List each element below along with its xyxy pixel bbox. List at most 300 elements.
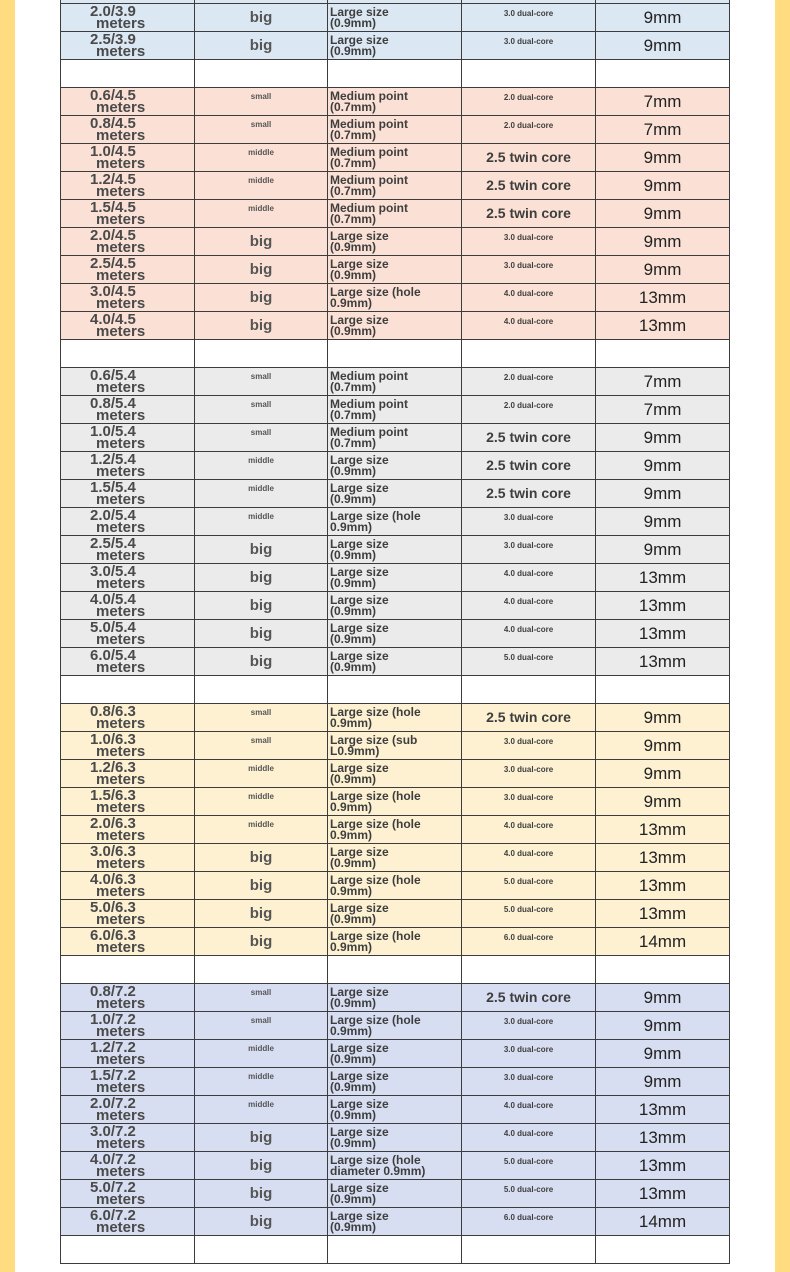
length-text — [61, 1179, 194, 1208]
spec-cell — [596, 452, 730, 480]
tip-label: Large size — [330, 1040, 389, 1055]
tip-sub-label: (0.9mm) — [330, 631, 377, 646]
table-row — [61, 1012, 730, 1040]
table-row — [61, 200, 730, 228]
core-label: 2.0 dual-core — [503, 400, 554, 410]
tip-sub-label: (0.9mm) — [330, 1051, 377, 1066]
length-cell — [61, 732, 195, 760]
tip-label: Large size (hole — [330, 1012, 421, 1027]
tip-cell — [328, 116, 462, 144]
length-value: 2.5/3.9 — [90, 31, 136, 48]
size-label: small — [250, 707, 272, 717]
length-unit: meters — [96, 126, 146, 144]
tip-cell — [328, 508, 462, 536]
tip-label: Large size — [330, 1068, 389, 1083]
length-value: 2.0/3.9 — [90, 3, 136, 20]
length-value: 0.8/5.4 — [90, 395, 136, 412]
core-label: 2.0 dual-core — [503, 372, 554, 382]
core-label: 2.5 twin core — [486, 204, 571, 221]
length-unit: meters — [96, 1134, 146, 1152]
spec-cell — [596, 704, 730, 732]
length-cell — [61, 312, 195, 340]
spec-value: 13mm — [638, 287, 687, 307]
length-value: 3.0/5.4 — [90, 563, 136, 580]
spec-value: 7mm — [643, 399, 682, 419]
size-cell — [195, 1012, 328, 1040]
size-label: middle — [248, 511, 274, 521]
tip-label: Large size — [330, 312, 389, 327]
spec-cell — [596, 564, 730, 592]
length-cell — [61, 620, 195, 648]
spec-value: 9mm — [643, 35, 682, 55]
table-row — [61, 1180, 730, 1208]
tip-cell — [328, 620, 462, 648]
spec-cell — [596, 1012, 730, 1040]
table-row — [61, 312, 730, 340]
length-cell — [61, 788, 195, 816]
core-label: 2.5 twin core — [486, 148, 571, 165]
core-label: 4.0 dual-core — [503, 1128, 554, 1138]
length-text — [61, 367, 194, 396]
length-value: 5.0/6.3 — [90, 899, 136, 916]
tip-cell — [328, 396, 462, 424]
tip-label: Large size (hole — [330, 284, 421, 299]
size-label: big — [249, 624, 273, 642]
spacer-cell — [596, 60, 730, 88]
table-row — [61, 284, 730, 312]
tip-sub-label: (0.9mm) — [330, 995, 377, 1010]
tip-cell — [328, 1068, 462, 1096]
size-cell — [195, 704, 328, 732]
length-value: 4.0/5.4 — [90, 591, 136, 608]
spec-value: 14mm — [638, 1211, 687, 1231]
core-cell — [462, 32, 596, 60]
length-cell — [61, 704, 195, 732]
core-cell — [462, 620, 596, 648]
length-text — [61, 255, 194, 284]
size-label: middle — [248, 1043, 274, 1053]
length-cell — [61, 480, 195, 508]
tip-label: Large size — [330, 592, 389, 607]
size-label: middle — [248, 455, 274, 465]
spacer-cell — [61, 956, 195, 984]
length-unit: meters — [96, 266, 146, 284]
size-label: big — [249, 904, 273, 922]
spacer-cell — [195, 676, 328, 704]
spec-cell — [596, 144, 730, 172]
spec-value: 14mm — [638, 931, 687, 951]
spacer-cell — [462, 340, 596, 368]
tip-label: Large size — [330, 1124, 389, 1139]
length-cell — [61, 228, 195, 256]
right-yellow-border — [775, 0, 790, 1272]
tip-sub-label: (0.7mm) — [330, 155, 377, 170]
tip-cell — [328, 760, 462, 788]
size-cell — [195, 88, 328, 116]
spec-value: 9mm — [643, 7, 682, 27]
group-spacer-row — [61, 676, 730, 704]
size-cell — [195, 1096, 328, 1124]
length-text — [61, 535, 194, 564]
size-label: big — [249, 260, 273, 278]
core-label: 2.5 twin core — [486, 484, 571, 501]
tip-sub-label: 0.9mm) — [330, 827, 373, 842]
core-cell — [462, 508, 596, 536]
core-cell — [462, 396, 596, 424]
core-label: 4.0 dual-core — [503, 288, 554, 298]
tip-sub-label: (0.7mm) — [330, 407, 377, 422]
size-cell — [195, 480, 328, 508]
length-value: 2.0/6.3 — [90, 815, 136, 832]
length-text — [61, 759, 194, 788]
size-label: big — [249, 232, 273, 250]
length-value: 1.0/6.3 — [90, 731, 136, 748]
length-cell — [61, 508, 195, 536]
spec-value: 9mm — [643, 1071, 682, 1091]
table-row — [61, 900, 730, 928]
table-row — [61, 620, 730, 648]
length-cell — [61, 1068, 195, 1096]
spec-value: 9mm — [643, 791, 682, 811]
spec-value: 13mm — [638, 567, 687, 587]
spec-value: 7mm — [643, 91, 682, 111]
tip-sub-label: 0.9mm) — [330, 519, 373, 534]
tip-label: Large size (hole — [330, 872, 421, 887]
size-label: small — [250, 371, 272, 381]
tip-cell — [328, 4, 462, 32]
length-unit: meters — [96, 770, 146, 788]
length-cell — [61, 1012, 195, 1040]
tip-cell — [328, 1124, 462, 1152]
tip-sub-label: 0.9mm) — [330, 715, 373, 730]
length-value: 3.0/7.2 — [90, 1123, 136, 1140]
size-cell — [195, 1124, 328, 1152]
length-text — [61, 479, 194, 508]
core-cell — [462, 1152, 596, 1180]
size-cell — [195, 1208, 328, 1236]
tip-cell — [328, 984, 462, 1012]
length-value: 2.0/5.4 — [90, 507, 136, 524]
tip-sub-label: 0.9mm) — [330, 1023, 373, 1038]
length-value: 4.0/4.5 — [90, 311, 136, 328]
core-label: 3.0 dual-core — [503, 260, 554, 270]
table-row — [61, 144, 730, 172]
length-cell — [61, 1040, 195, 1068]
core-cell — [462, 984, 596, 1012]
length-unit: meters — [96, 1106, 146, 1124]
core-cell — [462, 1068, 596, 1096]
tip-label: Medium point — [330, 116, 408, 131]
size-label: big — [249, 568, 273, 586]
length-unit: meters — [96, 1190, 146, 1208]
spec-cell — [596, 816, 730, 844]
spec-value: 13mm — [638, 847, 687, 867]
tip-sub-label: (0.9mm) — [330, 1107, 377, 1122]
spec-table-body — [61, 0, 730, 1264]
size-label: big — [249, 288, 273, 306]
length-text — [61, 703, 194, 732]
tip-sub-label: (0.9mm) — [330, 603, 377, 618]
tip-sub-label: (0.9mm) — [330, 267, 377, 282]
length-unit: meters — [96, 1162, 146, 1180]
core-label: 6.0 dual-core — [503, 932, 554, 942]
tip-label: Medium point — [330, 88, 408, 103]
tip-cell — [328, 648, 462, 676]
length-cell — [61, 396, 195, 424]
spacer-cell — [596, 956, 730, 984]
length-value: 2.0/7.2 — [90, 1095, 136, 1112]
spec-cell — [596, 872, 730, 900]
size-cell — [195, 1068, 328, 1096]
tip-label: Medium point — [330, 368, 408, 383]
length-unit: meters — [96, 322, 146, 340]
table-row — [61, 256, 730, 284]
length-value: 0.6/4.5 — [90, 87, 136, 104]
tip-sub-label: 0.9mm) — [330, 799, 373, 814]
tip-sub-label: (0.9mm) — [330, 1079, 377, 1094]
length-text — [61, 1011, 194, 1040]
size-label: big — [249, 652, 273, 670]
core-cell — [462, 564, 596, 592]
tip-sub-label: 0.9mm) — [330, 883, 373, 898]
size-label: middle — [248, 1071, 274, 1081]
spec-cell — [596, 1124, 730, 1152]
tip-sub-label: (0.9mm) — [330, 547, 377, 562]
spacer-cell — [195, 956, 328, 984]
length-value: 1.0/5.4 — [90, 423, 136, 440]
length-cell — [61, 536, 195, 564]
size-label: middle — [248, 819, 274, 829]
length-unit: meters — [96, 434, 146, 452]
length-unit: meters — [96, 994, 146, 1012]
core-cell — [462, 480, 596, 508]
length-text — [61, 507, 194, 536]
length-text — [61, 423, 194, 452]
size-cell — [195, 256, 328, 284]
spec-cell — [596, 32, 730, 60]
core-label: 2.5 twin core — [486, 428, 571, 445]
spacer-cell — [328, 676, 462, 704]
tip-sub-label: (0.9mm) — [330, 491, 377, 506]
tip-sub-label: (0.7mm) — [330, 127, 377, 142]
tip-sub-label: (0.9mm) — [330, 43, 377, 58]
spec-cell — [596, 228, 730, 256]
size-label: small — [250, 119, 272, 129]
tip-sub-label: (0.9mm) — [330, 463, 377, 478]
core-cell — [462, 200, 596, 228]
length-value: 1.2/7.2 — [90, 1039, 136, 1056]
tip-sub-label: (0.7mm) — [330, 379, 377, 394]
size-label: small — [250, 1015, 272, 1025]
spec-value: 7mm — [643, 371, 682, 391]
length-cell — [61, 900, 195, 928]
tip-cell — [328, 928, 462, 956]
size-label: big — [249, 848, 273, 866]
size-cell — [195, 620, 328, 648]
size-label: big — [249, 1184, 273, 1202]
tip-label: Large size — [330, 452, 389, 467]
length-cell — [61, 760, 195, 788]
tip-label: Large size (hole — [330, 928, 421, 943]
core-cell — [462, 1180, 596, 1208]
length-text — [61, 1095, 194, 1124]
length-cell — [61, 424, 195, 452]
table-row — [61, 1096, 730, 1124]
tip-cell — [328, 480, 462, 508]
tip-label: Medium point — [330, 396, 408, 411]
spec-cell — [596, 1096, 730, 1124]
length-value: 1.0/4.5 — [90, 143, 136, 160]
size-label: small — [250, 399, 272, 409]
tip-cell — [328, 200, 462, 228]
spacer-cell — [328, 1236, 462, 1264]
length-cell — [61, 32, 195, 60]
core-cell — [462, 1012, 596, 1040]
table-row — [61, 172, 730, 200]
table-row — [61, 760, 730, 788]
size-label: middle — [248, 203, 274, 213]
table-row — [61, 1124, 730, 1152]
spec-cell — [596, 88, 730, 116]
table-row — [61, 788, 730, 816]
length-text — [61, 1151, 194, 1180]
length-value: 4.0/6.3 — [90, 871, 136, 888]
length-text — [61, 787, 194, 816]
table-row — [61, 396, 730, 424]
length-cell — [61, 1124, 195, 1152]
spacer-cell — [596, 340, 730, 368]
spec-value: 13mm — [638, 1183, 687, 1203]
length-text — [61, 31, 194, 60]
size-cell — [195, 424, 328, 452]
tip-label: Large size (hole — [330, 704, 421, 719]
spec-cell — [596, 648, 730, 676]
length-text — [61, 451, 194, 480]
tip-label: Large size — [330, 1208, 389, 1223]
tip-label: Large size — [330, 900, 389, 915]
spec-value: 13mm — [638, 595, 687, 615]
core-label: 4.0 dual-core — [503, 596, 554, 606]
spec-value: 9mm — [643, 427, 682, 447]
size-label: small — [250, 735, 272, 745]
core-cell — [462, 284, 596, 312]
tip-cell — [328, 844, 462, 872]
table-row — [61, 928, 730, 956]
length-value: 0.8/4.5 — [90, 115, 136, 132]
tip-cell — [328, 1208, 462, 1236]
length-text — [61, 87, 194, 116]
spacer-cell — [328, 60, 462, 88]
core-cell — [462, 788, 596, 816]
core-cell — [462, 872, 596, 900]
spacer-cell — [61, 60, 195, 88]
length-value: 6.0/5.4 — [90, 647, 136, 664]
tip-sub-label: (0.9mm) — [330, 771, 377, 786]
core-label: 2.5 twin core — [486, 988, 571, 1005]
length-text — [61, 1067, 194, 1096]
tip-label: Large size (sub — [330, 732, 418, 747]
size-cell — [195, 200, 328, 228]
length-unit: meters — [96, 826, 146, 844]
tip-label: Large size — [330, 648, 389, 663]
spacer-cell — [596, 676, 730, 704]
length-text — [61, 927, 194, 956]
size-cell — [195, 396, 328, 424]
length-text — [61, 731, 194, 760]
tip-cell — [328, 1040, 462, 1068]
length-unit: meters — [96, 910, 146, 928]
spec-cell — [596, 368, 730, 396]
tip-label: Large size — [330, 1180, 389, 1195]
length-unit: meters — [96, 462, 146, 480]
group-spacer-row — [61, 1236, 730, 1264]
length-unit: meters — [96, 1078, 146, 1096]
tip-cell — [328, 1180, 462, 1208]
size-cell — [195, 172, 328, 200]
length-text — [61, 899, 194, 928]
length-unit: meters — [96, 854, 146, 872]
core-cell — [462, 424, 596, 452]
size-label: big — [249, 36, 273, 54]
size-label: middle — [248, 175, 274, 185]
tip-label: Large size (hole — [330, 816, 421, 831]
tip-cell — [328, 1152, 462, 1180]
core-cell — [462, 536, 596, 564]
spacer-cell — [596, 1236, 730, 1264]
size-cell — [195, 1040, 328, 1068]
length-unit: meters — [96, 1022, 146, 1040]
size-cell — [195, 844, 328, 872]
size-label: middle — [248, 791, 274, 801]
table-row — [61, 424, 730, 452]
core-cell — [462, 1040, 596, 1068]
core-cell — [462, 704, 596, 732]
spec-cell — [596, 424, 730, 452]
core-label: 5.0 dual-core — [503, 1184, 554, 1194]
size-label: big — [249, 1212, 273, 1230]
tip-cell — [328, 424, 462, 452]
spec-value: 13mm — [638, 651, 687, 671]
tip-sub-label: (0.7mm) — [330, 211, 377, 226]
core-label: 4.0 dual-core — [503, 1100, 554, 1110]
spec-value: 9mm — [643, 511, 682, 531]
tip-label: Large size — [330, 564, 389, 579]
length-cell — [61, 144, 195, 172]
tip-cell — [328, 312, 462, 340]
size-cell — [195, 508, 328, 536]
length-cell — [61, 284, 195, 312]
spacer-cell — [61, 676, 195, 704]
size-cell — [195, 816, 328, 844]
spec-cell — [596, 788, 730, 816]
size-cell — [195, 312, 328, 340]
tip-label: Large size (hole — [330, 788, 421, 803]
spec-cell — [596, 284, 730, 312]
spec-cell — [596, 256, 730, 284]
size-cell — [195, 760, 328, 788]
tip-sub-label: (0.7mm) — [330, 435, 377, 450]
tip-sub-label: (0.9mm) — [330, 15, 377, 30]
spec-cell — [596, 396, 730, 424]
spec-table — [60, 0, 730, 1264]
spec-cell — [596, 1040, 730, 1068]
length-value: 3.0/4.5 — [90, 283, 136, 300]
length-value: 6.0/6.3 — [90, 927, 136, 944]
table-row — [61, 480, 730, 508]
core-label: 3.0 dual-core — [503, 764, 554, 774]
length-unit: meters — [96, 294, 146, 312]
length-text — [61, 563, 194, 592]
